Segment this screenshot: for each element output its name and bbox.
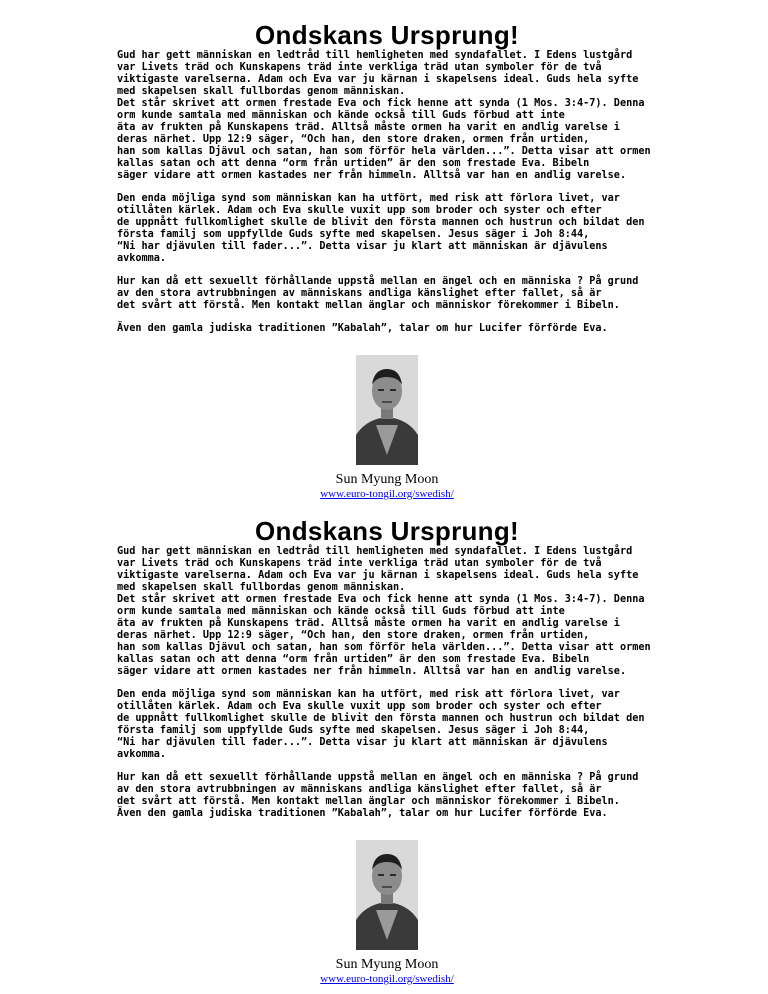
article-section-2 — [117, 516, 657, 986]
portrait-figure — [117, 840, 657, 955]
website-link[interactable]: www.euro-tongil.org/swedish/ — [320, 973, 454, 985]
paragraph-2: Den enda möjliga synd som människan kan ha utfört, med risk att förlora livet, var otillåten kärlek. Adam och Eva skulle vuxit upp som broder och syster och efter de uppnått fullkomlighet skulle de blivit den första mannen och hustrun och bildat den första familj som uppfyllde Guds syfte med skapelsen. Jesus säger i Joh 8:44, “Ni har djävulen till fader...”. Detta visar ju klart att människan är djävulens avkomma. — [117, 193, 645, 264]
paragraph-3: Hur kan då ett sexuellt förhållande uppstå mellan en ängel och en människa ? På grund av den stora avtrubbningen av människans andliga känslighet efter fallet, så är det svårt att förstå. Men kontakt mellan änglar och människor förekommer i Bibeln. — [117, 276, 639, 311]
article-title: Ondskans Ursprung! — [255, 20, 519, 50]
article-title: Ondskans Ursprung! — [255, 516, 519, 546]
paragraph-1: Gud har gett människan en ledtråd till hemligheten med syndafallet. I Edens lustgård var Livets träd och Kunskapens träd inte verkliga träd utan symboler för de två viktigaste varelserna. Adam och Eva var ju kärnan i skapelsens ideal. Guds hela syfte med skapelsen skall fullbordas genom människan. Det står skrivet att ormen frestade Eva och fick henne att synda (1 Mos. 3:4-7). Denna orm kunde samtala med människan och kände också till Guds förbud att inte äta av frukten på Kunskapens träd. Alltså måste ormen ha varit en andlig varelse i deras närhet. Upp 12:9 säger, “Och han, den store draken, ormen från urtiden, han som kallas Djävul och satan, han som förför hela världen...”. Detta visar att ormen kallas satan och att denna “orm från urtiden” är den som frestade Eva. Bibeln säger vidare att ormen kastades ner från himmeln. Alltså var han en andlig varelse. — [117, 546, 651, 677]
article-section-1 — [117, 20, 657, 501]
portrait-photo — [356, 840, 418, 950]
portrait-figure — [117, 355, 657, 470]
website-link[interactable]: www.euro-tongil.org/swedish/ — [320, 488, 454, 500]
paragraph-2: Den enda möjliga synd som människan kan ha utfört, med risk att förlora livet, var otillåten kärlek. Adam och Eva skulle vuxit upp som broder och syster och efter de uppnått fullkomlighet skulle de blivit den första mannen och hustrun och bildat den första familj som uppfyllde Guds syfte med skapelsen. Jesus säger i Joh 8:44, “Ni har djävulen till fader...”. Detta visar ju klart att människan är djävulens avkomma. — [117, 689, 645, 760]
portrait-photo — [356, 355, 418, 465]
paragraph-1: Gud har gett människan en ledtråd till hemligheten med syndafallet. I Edens lustgård var Livets träd och Kunskapens träd inte verkliga träd utan symboler för de två viktigaste varelserna. Adam och Eva var ju kärnan i skapelsens ideal. Guds hela syfte med skapelsen skall fullbordas genom människan. Det står skrivet att ormen frestade Eva och fick henne att synda (1 Mos. 3:4-7). Denna orm kunde samtala med människan och kände också till Guds förbud att inte äta av frukten på Kunskapens träd. Alltså måste ormen ha varit en andlig varelse i deras närhet. Upp 12:9 säger, “Och han, den store draken, ormen från urtiden, han som kallas Djävul och satan, han som förför hela världen...”. Detta visar att ormen kallas satan och att denna “orm från urtiden” är den som frestade Eva. Bibeln säger vidare att ormen kastades ner från himmeln. Alltså var han en andlig varelse. — [117, 50, 651, 181]
portrait-caption: Sun Myung Moon — [335, 472, 439, 487]
paragraph-4: Även den gamla judiska traditionen ”Kabalah”, talar om hur Lucifer förförde Eva. — [117, 323, 608, 334]
portrait-caption: Sun Myung Moon — [335, 957, 439, 972]
paragraph-3: Hur kan då ett sexuellt förhållande uppstå mellan en ängel och en människa ? På grund av den stora avtrubbningen av människans andliga känslighet efter fallet, så är det svårt att förstå. Men kontakt mellan änglar och människor förekommer i Bibeln. Även den gamla judiska traditionen ”Kabalah”, talar om hur Lucifer förförde Eva. — [117, 772, 639, 819]
